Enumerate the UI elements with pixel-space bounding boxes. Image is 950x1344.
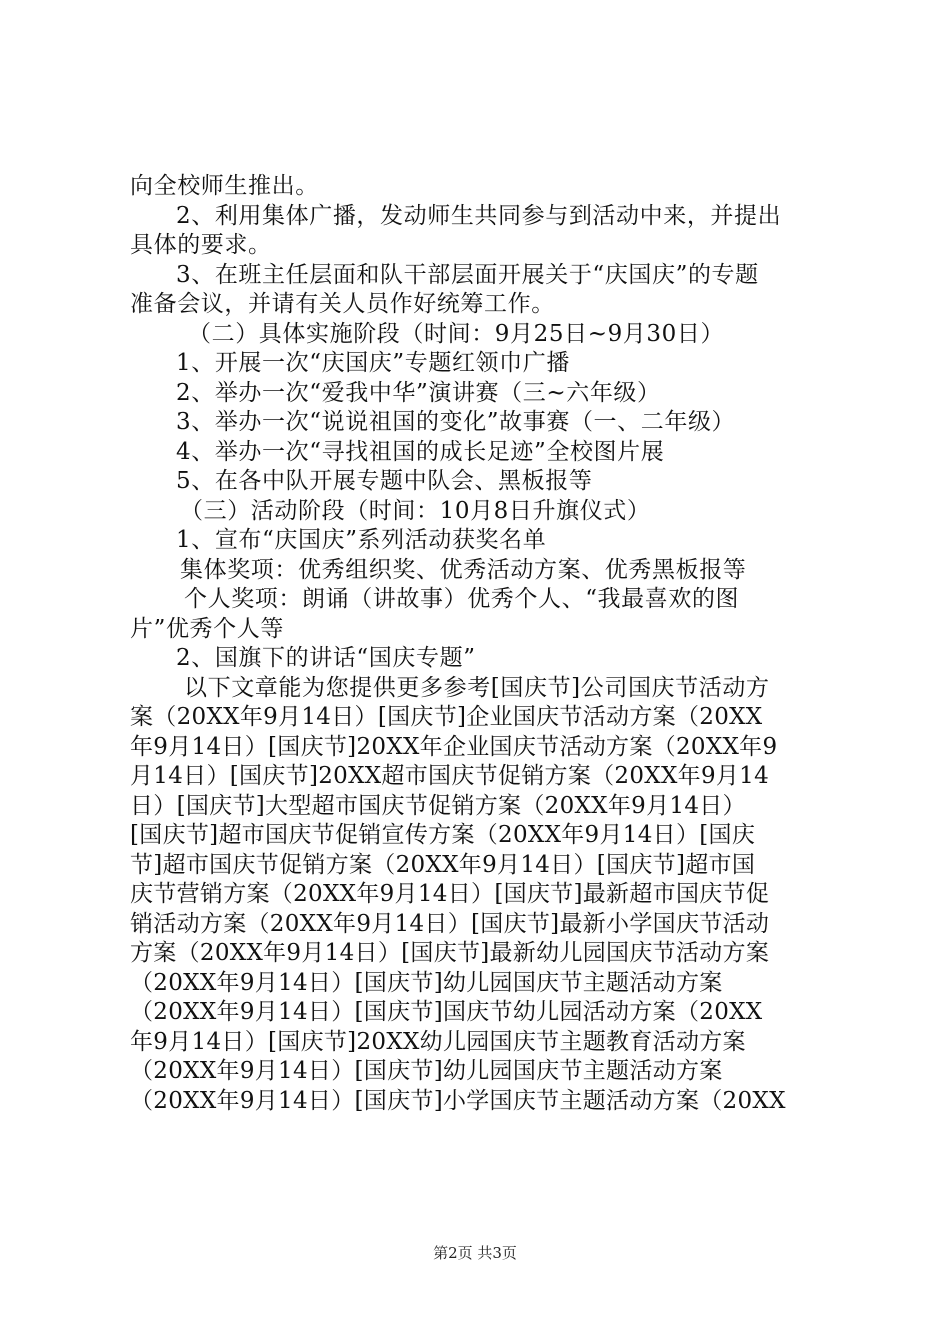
text-line: 1、宣布“庆国庆”系列活动获奖名单	[176, 527, 547, 553]
reference-line: 庆节营销方案（20XX年9月14日）[国庆节]最新超市国庆节促	[130, 881, 770, 907]
text-line: 片”优秀个人等	[130, 615, 284, 642]
reference-line: 方案（20XX年9月14日）[国庆节]最新幼儿园国庆节活动方案	[130, 940, 770, 966]
reference-line: （20XX年9月14日）[国庆节]幼儿园国庆节主题活动方案	[130, 1058, 723, 1084]
reference-line: （20XX年9月14日）[国庆节]幼儿园国庆节主题活动方案	[130, 969, 723, 996]
reference-line: （20XX年9月14日）[国庆节]国庆节幼儿园活动方案（20XX	[130, 999, 763, 1025]
text-line: 4、举办一次“寻找祖国的成长足迹”全校图片展	[176, 438, 665, 465]
page-footer: 第2页 共3页	[433, 1244, 517, 1262]
text-line: 3、举办一次“说说祖国的变化”故事赛（一、二年级）	[176, 409, 736, 435]
text-line: 准备会议，并请有关人员作好统筹工作。	[130, 291, 555, 317]
text-line: 个人奖项：朗诵（讲故事）优秀个人、“我最喜欢的图	[184, 586, 740, 612]
text-line: 向全校师生推出。	[130, 173, 319, 199]
reference-line: 节]超市国庆节促销方案（20XX年9月14日）[国庆节]超市国	[130, 851, 756, 878]
reference-line: 年9月14日）[国庆节]20XX年企业国庆节活动方案（20XX年9	[130, 733, 778, 760]
text-line: 2、国旗下的讲话“国庆专题”	[176, 645, 476, 671]
text-line: 具体的要求。	[130, 232, 272, 258]
reference-line: 日）[国庆节]大型超市国庆节促销方案（20XX年9月14日）	[130, 792, 746, 819]
section-heading: （三）活动阶段（时间：10月8日升旗仪式）	[180, 497, 651, 524]
text-line: 5、在各中队开展专题中队会、黑板报等	[176, 468, 593, 494]
text-line: 1、开展一次“庆国庆”专题红领巾广播	[176, 350, 570, 376]
reference-line: 月14日）[国庆节]20XX超市国庆节促销方案（20XX年9月14	[130, 763, 770, 789]
document-body	[130, 172, 830, 1116]
text-line: 集体奖项：优秀组织奖、优秀活动方案、优秀黑板报等	[180, 556, 747, 583]
text-line: 2、利用集体广播，发动师生共同参与到活动中来，并提出	[176, 202, 782, 229]
text-line: 2、举办一次“爱我中华”演讲赛（三~六年级）	[176, 379, 661, 406]
section-heading: （二）具体实施阶段（时间：9月25日~9月30日）	[188, 320, 725, 347]
reference-line: 销活动方案（20XX年9月14日）[国庆节]最新小学国庆节活动	[130, 910, 770, 937]
reference-line: 年9月14日）[国庆节]20XX幼儿园国庆节主题教育活动方案	[130, 1028, 746, 1055]
text-line: 3、在班主任层面和队干部层面开展关于“庆国庆”的专题	[176, 261, 759, 288]
reference-line: 案（20XX年9月14日）[国庆节]企业国庆节活动方案（20XX	[130, 704, 763, 730]
reference-line: 以下文章能为您提供更多参考[国庆节]公司国庆节活动方	[184, 674, 770, 701]
reference-line: （20XX年9月14日）[国庆节]小学国庆节主题活动方案（20XX	[130, 1087, 786, 1114]
reference-line: [国庆节]超市国庆节促销宣传方案（20XX年9月14日）[国庆	[130, 822, 756, 848]
